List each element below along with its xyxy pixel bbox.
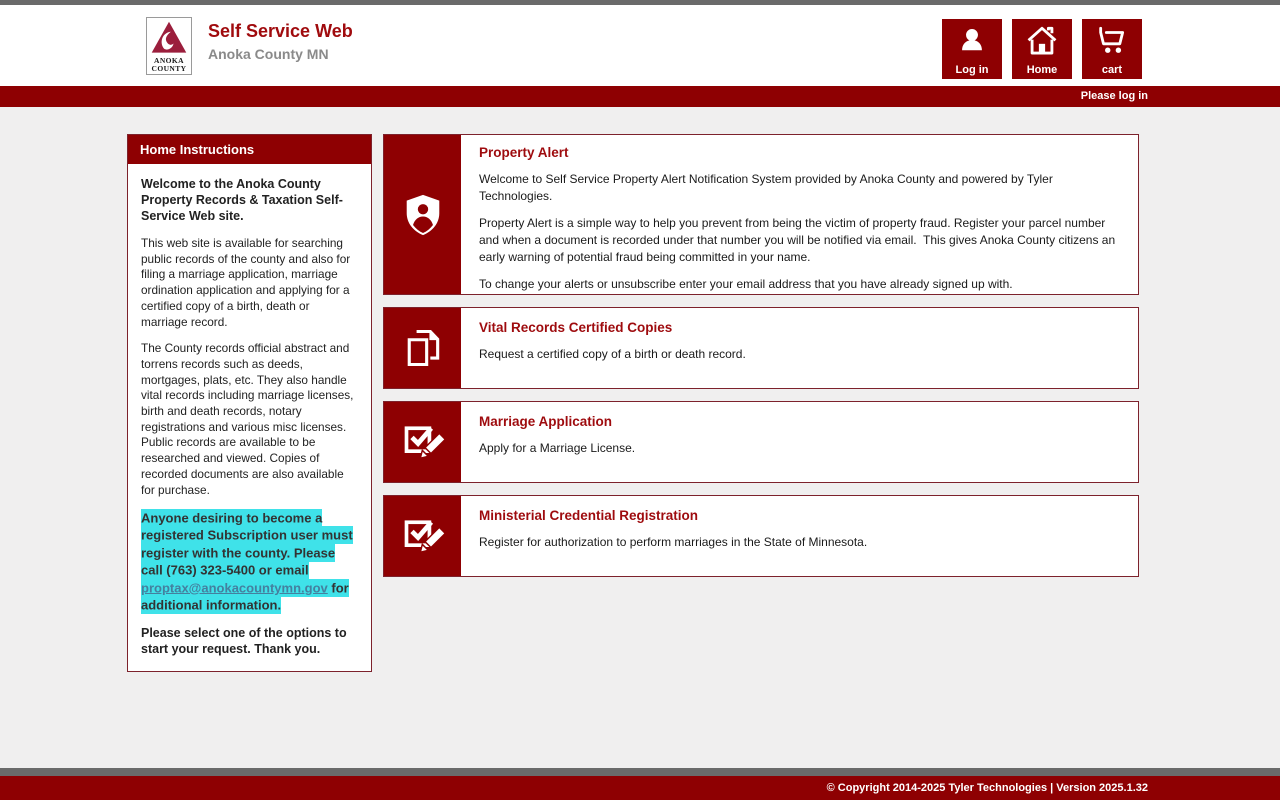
sidebar-paragraph-1: This web site is available for searching public records of the county and also for filing a marriage application, marriage ordination application and applying for a certified copy of a birth, death or marriage record. [141,236,351,329]
page-subtitle: Anoka County MN [208,46,329,62]
options-list [383,134,1139,589]
checkbox-pencil-icon [401,514,445,558]
logo-text: ANOKA COUNTY [151,56,187,73]
footer-gray-bar [0,768,1280,776]
vital-records-body [461,308,1138,388]
page-title: Self Service Web [208,21,353,41]
header-titles [208,21,353,62]
property-alert-paragraph-1: Welcome to Self Service Property Alert Notification System provided by Anoka County and powered by Tyler Technologies. [479,172,1056,203]
cart-icon [1095,24,1129,58]
home-instructions-panel [127,134,372,672]
vital-records-paragraph: Request a certified copy of a birth or death record. [479,347,746,361]
property-alert-icon-block [384,135,461,294]
shield-person-icon [400,192,446,238]
sidebar-paragraph-2: The County records official abstract and torrens records such as deeds, mortgages, plats, etc. They also handle vital records including marriage licenses, birth and death records, notary registrations and various misc licenses. Public records are available to be researched and viewed. Copies of recorded documents are also available for purchase. [141,341,354,497]
sidebar-closing-text: Please select one of the options to start your request. Thank you. [141,626,347,657]
footer-bar [0,776,1280,800]
login-button[interactable] [942,19,1002,79]
marriage-application-title: Marriage Application [479,414,613,429]
property-alert-card[interactable] [383,134,1139,295]
marriage-application-body [461,402,1138,482]
property-alert-title: Property Alert [479,145,569,160]
highlight-text-pre: Anyone desiring to become a registered Subscription user must register with the county. Please call (763) 323-5400 or email [141,510,353,578]
anoka-county-logo [146,17,192,75]
proptax-email-link[interactable]: proptax@anokacountymn.gov [141,580,328,596]
sidebar-highlighted-note [141,509,358,614]
sidebar-welcome-text: Welcome to the Anoka County Property Records & Taxation Self-Service Web site. [141,177,343,223]
ministerial-credential-paragraph: Register for authorization to perform marriages in the State of Minnesota. [479,535,868,549]
home-button[interactable] [1012,19,1072,79]
please-log-in-text: Please log in [1080,90,1148,102]
vital-records-card[interactable] [383,307,1139,389]
ministerial-credential-card[interactable] [383,495,1139,577]
highlight-text-post: for additional information. [141,580,349,613]
checkbox-pencil-icon [401,420,445,464]
property-alert-paragraph-3: To change your alerts or unsubscribe enter your email address that you have already signed up with. [479,277,1013,291]
property-alert-paragraph-2: Property Alert is a simple way to help you prevent from being the victim of property fraud. Register your parcel number and when a document is recorded under that number you will be notified via email. This gives Anoka County citizens an early warning of potential fraud being committed in your name. [479,216,1119,264]
home-button-label: Home [1026,64,1058,76]
ministerial-credential-title: Ministerial Credential Registration [479,508,699,523]
sidebar-body [128,164,371,671]
copyright-text: © Copyright 2014-2025 Tyler Technologies | Version 2025.1.32 [826,782,1148,794]
ministerial-credential-body [461,496,1138,576]
property-alert-body [461,135,1138,294]
documents-icon [401,326,445,370]
cart-button[interactable] [1082,19,1142,79]
marriage-application-icon-block [384,402,461,482]
login-button-label: Log in [955,64,989,76]
home-icon [1025,24,1059,58]
logo-triangle-icon [149,19,189,59]
vital-records-icon-block [384,308,461,388]
marriage-application-card[interactable] [383,401,1139,483]
marriage-application-paragraph: Apply for a Marriage License. [479,441,636,455]
sidebar-title: Home Instructions [128,135,371,164]
login-notice-bar [0,86,1280,107]
vital-records-title: Vital Records Certified Copies [479,320,673,335]
content-area [0,107,1280,768]
header [0,5,1280,86]
cart-button-label: cart [1101,64,1123,76]
user-icon [955,24,989,58]
ministerial-credential-icon-block [384,496,461,576]
